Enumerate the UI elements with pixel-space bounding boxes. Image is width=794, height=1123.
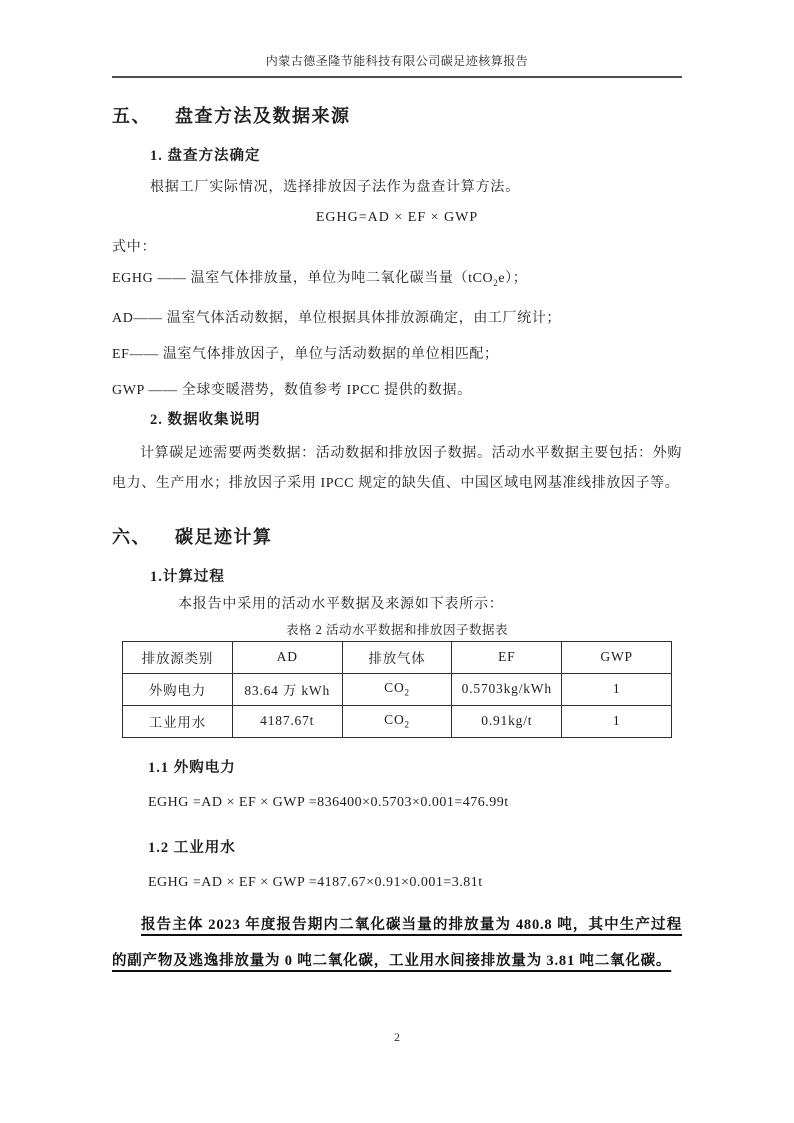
heading-data-collection: 2. 数据收集说明 (150, 411, 261, 428)
activity-data-table (122, 641, 672, 738)
table-header-row (123, 641, 672, 673)
heading-purchased-electricity: 1.1 外购电力 (148, 759, 236, 776)
definition-ad: AD—— 温室气体活动数据，单位根据具体排放源确定，由工厂统计； (112, 310, 561, 326)
gas-formula-subscript: 2 (404, 688, 410, 699)
formula-eghg: EGHG=AD × EF × GWP (315, 210, 479, 225)
paragraph-data-collection: 计算碳足迹需要两类数据：活动数据和排放因子数据。活动水平数据主要包括：外购电力、生产用水；排放因子采用 IPCC 规定的缺失值、中国区域电网基准线排放因子等。 (112, 445, 682, 491)
cell-gas-water (342, 705, 452, 737)
table-caption: 表格 2 活动水平数据和排放因子数据表 (285, 622, 508, 637)
definition-eghg-subscript: 2 (493, 277, 499, 288)
definition-ef: EF—— 温室气体排放因子，单位与活动数据的单位相匹配； (112, 346, 499, 362)
section-6-heading (112, 525, 682, 549)
gas-formula-base: CO (384, 712, 405, 728)
section-5-title: 盘查方法及数据来源 (175, 106, 351, 126)
paragraph-method-selection: 根据工厂实际情况，选择排放因子法作为盘查计算方法。 (150, 180, 520, 195)
table-row (123, 705, 672, 737)
paragraph-table-intro: 本报告中采用的活动水平数据及来源如下表所示： (178, 596, 504, 612)
column-header-gas: 排放气体 (342, 641, 452, 673)
definition-eghg (112, 268, 682, 294)
where-label: 式中： (112, 240, 157, 255)
gas-formula-subscript: 2 (404, 720, 410, 731)
table-row (123, 673, 672, 705)
heading-method-determination: 1. 盘查方法确定 (150, 148, 261, 164)
column-header-ef: EF (452, 641, 562, 673)
paragraph-conclusion: 报告主体 2023 年度报告期内二氧化碳当量的排放量为 480.8 吨，其中生产过程的副产物及逃逸排放量为 0 吨二氧化碳，工业用水间接排放量为 3.81 吨二氧化碳。 (112, 916, 682, 969)
section-6-title: 碳足迹计算 (175, 526, 273, 547)
formula-water-calculation: EGHG =AD × EF × GWP =4187.67×0.91×0.001=3.81t (148, 874, 483, 890)
heading-industrial-water: 1.2 工业用水 (148, 839, 236, 856)
cell-ad-water: 4187.67t (232, 705, 342, 737)
heading-calculation-process: 1.计算过程 (150, 568, 225, 585)
formula-electricity-calculation: EGHG =AD × EF × GWP =836400×0.5703×0.001=476.99t (148, 794, 509, 810)
page-header-title: 内蒙古德圣隆节能科技有限公司碳足迹核算报告 (112, 54, 682, 78)
cell-ef-water: 0.91kg/t (452, 705, 562, 737)
cell-source-water: 工业用水 (123, 705, 233, 737)
cell-gwp-electricity: 1 (562, 673, 672, 705)
definition-eghg-suffix: e）； (498, 271, 528, 286)
definition-eghg-text: EGHG —— 温室气体排放量，单位为吨二氧化碳当量（tCO (112, 271, 494, 286)
column-header-gwp: GWP (562, 641, 672, 673)
cell-ef-electricity: 0.5703kg/kWh (452, 673, 562, 705)
section-5-heading (112, 104, 682, 128)
cell-gwp-water: 1 (562, 705, 672, 737)
section-6-number: 六、 (112, 526, 151, 547)
column-header-source: 排放源类别 (123, 641, 233, 673)
definition-gwp: GWP —— 全球变暖潜势，数值参考 IPCC 提供的数据。 (112, 382, 472, 398)
cell-source-electricity: 外购电力 (123, 673, 233, 705)
page-number: 2 (394, 1030, 400, 1044)
cell-gas-electricity (342, 673, 452, 705)
column-header-ad: AD (232, 641, 342, 673)
cell-ad-electricity: 83.64 万 kWh (232, 673, 342, 705)
section-5-number: 五、 (112, 106, 151, 126)
gas-formula-base: CO (384, 680, 405, 696)
